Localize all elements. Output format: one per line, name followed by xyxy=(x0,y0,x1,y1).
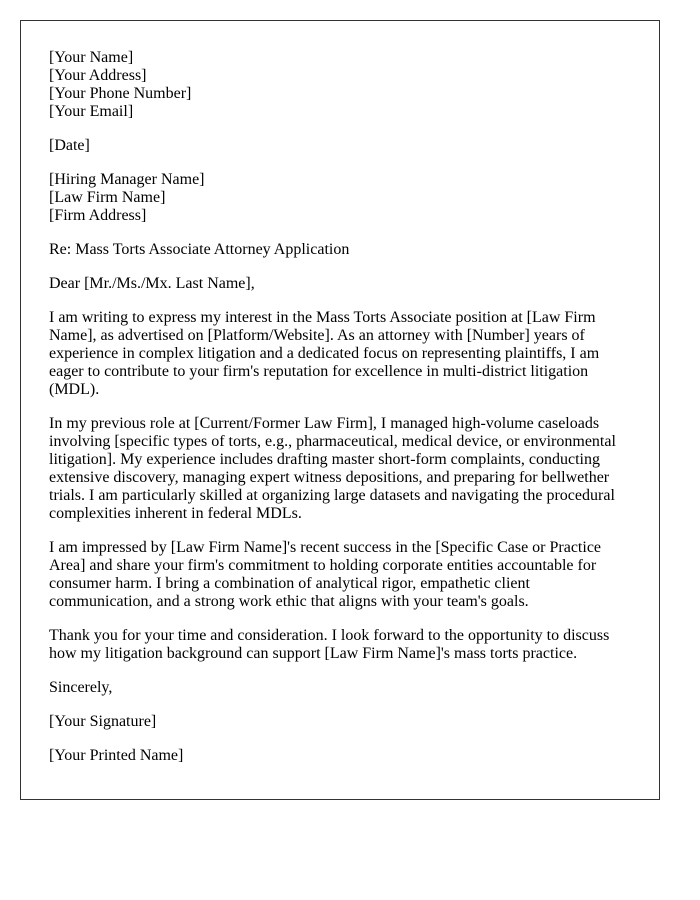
sender-block xyxy=(49,49,631,121)
cover-letter xyxy=(20,20,660,800)
subject-line: Re: Mass Torts Associate Attorney Application xyxy=(49,241,350,258)
recipient-address: [Firm Address] xyxy=(49,207,147,224)
sender-name: [Your Name] xyxy=(49,49,134,66)
printed-name: [Your Printed Name] xyxy=(49,747,184,764)
body-paragraph-fit: I am impressed by [Law Firm Name]'s recent success in the [Specific Case or Practice Area] and share your firm's commitment to holding corporate entities accountable for consumer harm. I bring a combination of analytical rigor, empathetic client communication, and a strong work ethic that aligns with your team's goals. xyxy=(49,539,602,610)
recipient-name: [Hiring Manager Name] xyxy=(49,171,205,188)
recipient-firm: [Law Firm Name] xyxy=(49,189,166,206)
letter-date: [Date] xyxy=(49,137,90,154)
salutation: Dear [Mr./Ms./Mx. Last Name], xyxy=(49,275,255,292)
sender-phone: [Your Phone Number] xyxy=(49,85,192,102)
signature: [Your Signature] xyxy=(49,713,157,730)
body-paragraph-closing: Thank you for your time and consideration. I look forward to the opportunity to discuss how my litigation background can support [Law Firm Name]'s mass torts practice. xyxy=(49,627,610,662)
body-paragraph-experience: In my previous role at [Current/Former Law Firm], I managed high-volume caseloads involving [specific types of torts, e.g., pharmaceutical, medical device, or environmental litigation]. My experience includes drafting master short-form complaints, conducting extensive discovery, managing expert witness depositions, and preparing for bellwether trials. I am particularly skilled at organizing large datasets and navigating the procedural complexities inherent in federal MDLs. xyxy=(49,415,616,522)
body-paragraph-intro: I am writing to express my interest in the Mass Torts Associate position at [Law Firm Name], as advertised on [Platform/Website]. As an attorney with [Number] years of experience in complex litigation and a dedicated focus on representing plaintiffs, I am eager to contribute to your firm's reputation for excellence in multi-district litigation (MDL). xyxy=(49,309,600,398)
closing: Sincerely, xyxy=(49,679,113,696)
sender-address: [Your Address] xyxy=(49,67,147,84)
recipient-block xyxy=(49,171,631,225)
sender-email: [Your Email] xyxy=(49,103,134,120)
